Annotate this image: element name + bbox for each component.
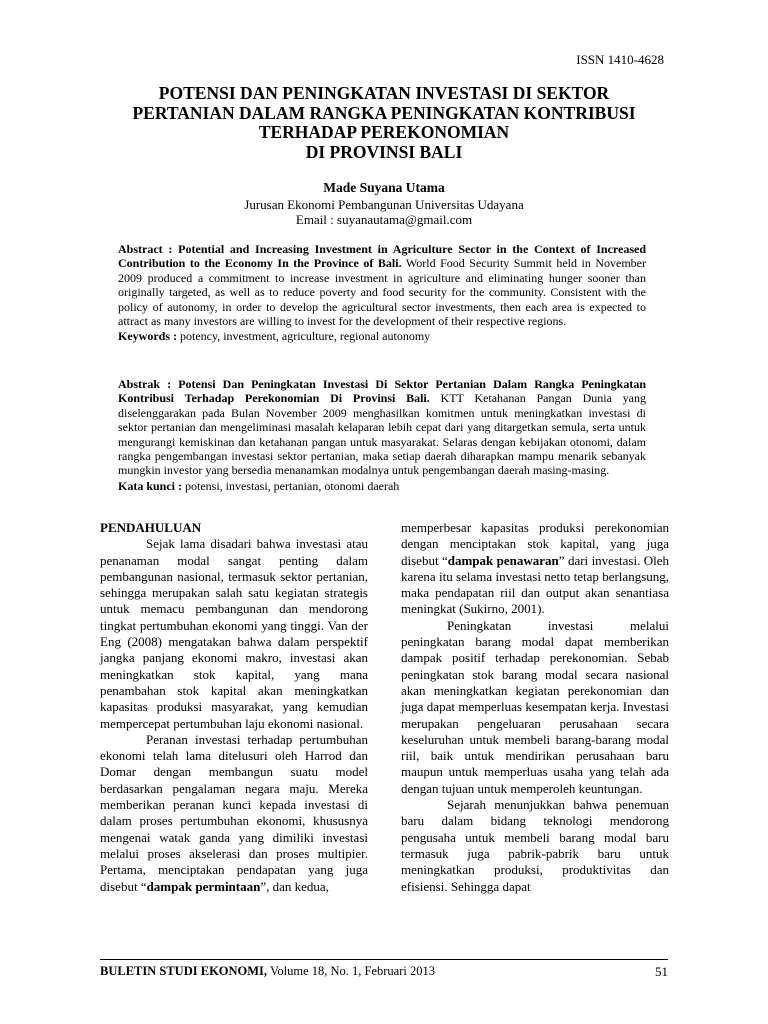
right-paragraph-1 (401, 520, 669, 618)
title-line-1: POTENSI DAN PENINGKATAN INVESTASI DI SEKTOR (158, 83, 610, 103)
paper-title (100, 84, 668, 162)
left-p2-bold: dampak permintaan (146, 878, 261, 894)
abstract-indonesian (118, 377, 646, 493)
title-line-4: DI PROVINSI BALI (305, 141, 463, 162)
footer-journal-name: BULETIN STUDI EKONOMI, (100, 964, 268, 978)
left-column (100, 520, 368, 895)
keywords-en (118, 329, 646, 343)
abstract-en-body: World Food Security Summit held in November 2009 produced a commitment to increase investment in agriculture and eliminating hunger sooner than originally targeted, as well as to reduce poverty and food security for the community. Consistent with the policy of autonomy, in order to develop the agricultural sector investments, then each area is expected to attract as many investors are willing to invest for the development of their respective regions. (118, 256, 646, 329)
author-name: Made Suyana Utama (323, 180, 445, 195)
right-column (401, 520, 669, 895)
keywords-id-values: potensi, investasi, pertanian, otonomi daerah (185, 478, 400, 493)
section-heading: PENDAHULUAN (100, 520, 202, 535)
author-block (100, 180, 668, 228)
abstract-id-body: KTT Ketahanan Pangan Dunia yang diselenggarakan pada Bulan November 2009 menghasilkan komitmen untuk meningkatkan investasi di sektor pertanian dan mengeliminasi masalah kelaparan lebih cepat dari yang ditargetkan semula, serta untuk mengurangi kemiskinan dan ketahanan pangan untuk masyarakat. Selaras dengan kebijakan otonomi, dalam rangka pengembangan investasi sektor pertanian, maka setiap daerah diharapkan mampu menarik sebanyak mungkin investor yang bersedia menanamkan modalnya untuk pengembangan daerah masing-masing. (118, 391, 646, 478)
keywords-en-values: potency, investment, agriculture, regional autonomy (180, 329, 431, 344)
page-number: 51 (655, 964, 668, 979)
issn-label: ISSN 1410-4628 (576, 52, 664, 67)
footer-divider (100, 959, 668, 960)
left-p2-text-a: Peranan investasi terhadap pertumbuhan ekonomi telah lama ditelusuri oleh Harrod dan Domar dengan membangun suatu model berdasarkan pengalaman negara maju. Mereka memberikan peranan kunci kepada investasi di dalam proses pertumbuhan ekonomi, khususnya mengenai watak ganda yang dimiliki investasi melalui proses akselerasi dan proses multipier. Pertama, menciptakan pendapatan yang juga disebut “ (100, 731, 368, 894)
right-p1-text-b: ” dari investasi. Oleh karena itu selama investasi netto tetap berlangsung, maka pendapatan riil dan output akan senantiasa meningkat (Sukirno, 2001). (401, 552, 669, 617)
author-affiliation: Jurusan Ekonomi Pembangunan Universitas Udayana (244, 196, 524, 212)
left-paragraph-2 (100, 732, 368, 895)
abstract-en-paragraph (118, 242, 646, 328)
title-line-3: TERHADAP PEREKONOMIAN (258, 122, 510, 142)
right-paragraph-2: Peningkatan investasi melalui peningkatan barang modal dapat memberikan dampak positif terhadap perekonomian. Sebab peningkatan stok barang modal secara nasional akan meningkatkan kegiatan perekonomian dan juga dapat memperluas kesempatan kerja. Investasi merupakan pengeluaran perusahaan secara keseluruhan untuk membeli barang-barang modal riil, baik untuk mendirikan perusahaan baru maupun untuk memperluas usaha yang telah ada dengan tujuan untuk memperoleh keuntungan. (401, 617, 669, 796)
abstract-english (118, 242, 646, 344)
author-email: Email : suyanautama@gmail.com (295, 212, 473, 227)
footer-journal-volume: Volume 18, No. 1, Februari 2013 (267, 964, 435, 978)
left-paragraph-1: Sejak lama disadari bahwa investasi atau penanaman modal sangat penting dalam pembangunan nasional, termasuk sektor pertanian, sehingga merupakan salah satu kegiatan strategis untuk memacu pembangunan dan mendorong tingkat pertumbuhan ekonomi yang tinggi. Van der Eng (2008) mengatakan bahwa dalam perspektif jangka panjang ekonomi makro, investasi akan meningkatkan stok kapital, yang mana penambahan stok kapital akan meningkatkan kapasitas produksi masyarakat, yang kemudian mempercepat pertumbuhan laju ekonomi nasional. (100, 536, 368, 731)
footer-journal (100, 964, 435, 979)
abstract-id-paragraph (118, 377, 646, 478)
abstract-en-heading: Abstract : Potential and Increasing Investment in Agriculture Sector in the Context of Increased Contribution to the Economy In the Province of Bali. (118, 242, 646, 271)
right-p1-bold: dampak penawaran (447, 552, 559, 568)
right-paragraph-3: Sejarah menunjukkan bahwa penemuan baru dalam bidang teknologi mendorong pengusaha untuk membeli barang modal baru termasuk juga pabrik-pabrik baru untuk meningkatkan produksi, produktivitas dan efisiensi. Sehingga dapat (401, 797, 669, 894)
keywords-id (118, 479, 646, 493)
right-p1-text-a: memperbesar kapasitas produksi perekonomian dengan menciptakan stok kapital, yang juga disebut “ (401, 520, 669, 568)
keywords-en-label: Keywords : (118, 329, 177, 344)
abstract-id-heading: Abstrak : Potensi Dan Peningkatan Investasi Di Sektor Pertanian Dalam Rangka Peningkatan Kontribusi Terhadap Perekonomian Di Provinsi Bali. (118, 377, 646, 406)
keywords-id-label: Kata kunci : (118, 478, 183, 493)
title-line-2: PERTANIAN DALAM RANGKA PENINGKATAN KONTRIBUSI (132, 102, 636, 123)
left-p2-text-b: ”, dan kedua, (260, 878, 329, 894)
